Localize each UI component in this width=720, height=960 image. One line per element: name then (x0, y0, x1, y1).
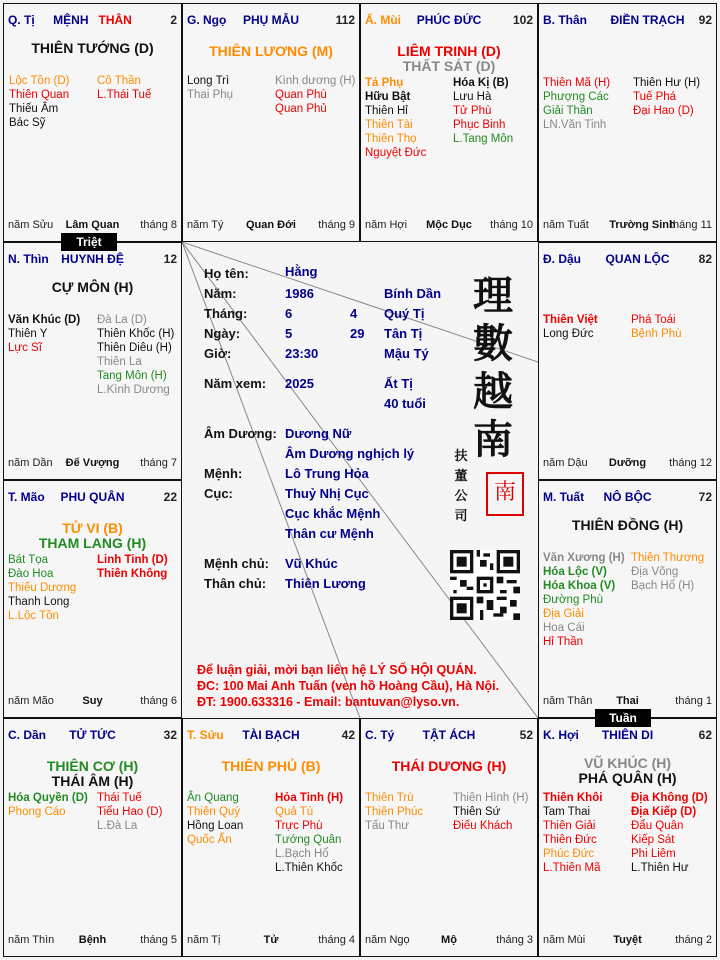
palace-dau (538, 242, 717, 480)
label-menh: Mệnh: (204, 466, 243, 481)
minor-stars-right: Hỏa Tinh (H) Quả Tú Trực Phù Tướng Quân L.Bạch Hổ L.Thiên Khốc (275, 792, 344, 874)
palace-number: 42 (341, 728, 355, 742)
value-cuc-3: Thân cư Mệnh (285, 526, 374, 541)
minor-stars-right: Linh Tinh (D) Thiên Không (97, 554, 168, 580)
main-star: THIÊN CƠ (H) (46, 758, 139, 774)
minor-stars-left: Văn Xương (H) Hóa Lộc (V) Hóa Khoa (V) Đường Phù Địa Giải Hoa Cái Hỉ Thần (543, 552, 625, 648)
minor-stars-left: Bát Tọa Đào Hoa Thiếu Dương Thanh Long L.Lộc Tồn (8, 554, 77, 622)
palace-can: G. Ngọ (187, 13, 227, 27)
value-nam-can: Bính Dần (384, 286, 442, 301)
calligraphy-logo: 理 數 越 南 (473, 272, 513, 463)
minor-stars-right: Cô Thần L.Thái Tuế (97, 75, 152, 101)
value-ngay: 5 (285, 326, 293, 341)
palace-name: MỆNH THÂN (53, 13, 132, 27)
main-star: THÁI DƯƠNG (H) (391, 758, 507, 774)
label-gio: Giờ: (204, 346, 232, 361)
palace-can: T. Mão (8, 490, 45, 504)
palace-number: 72 (698, 490, 712, 504)
palace-number: 22 (163, 490, 177, 504)
label-am-duong: Âm Dương: (204, 426, 277, 441)
value-than-chu: Thiên Lương (285, 576, 366, 591)
label-menh-chu: Mệnh chủ: (204, 556, 269, 571)
value-am-duong-2: Âm Dương nghịch lý (285, 446, 415, 461)
value-nam: 1986 (285, 286, 314, 301)
value-thang-can: Quý Tị (384, 306, 425, 321)
palace-footer: năm Dần Đế Vượng tháng 7 (8, 457, 177, 469)
main-star: THIÊN PHỦ (B) (221, 758, 321, 774)
value-nam-xem-can: Ất Tị (384, 376, 413, 391)
palace-name: TỬ TỨC (69, 728, 116, 742)
main-star-2: THÁI ÂM (H) (51, 773, 134, 789)
red-seal-stamp: 南 (486, 472, 524, 516)
minor-stars-left: Thiên Việt Long Đức (543, 314, 598, 340)
main-star: THIÊN TƯỚNG (D) (31, 40, 154, 56)
main-star-2: PHÁ QUÂN (H) (578, 770, 677, 786)
minor-stars-right: Hóa Kị (B) Lưu Hà Tử Phù Phục Binh L.Tang Môn (453, 77, 514, 145)
palace-ty2 (360, 718, 538, 957)
minor-stars-left: Thiên Mã (H) Phượng Các Giải Thần LN.Văn Tinh (543, 77, 611, 131)
minor-stars-right: Thiên Thương Địa Võng Bạch Hổ (H) (631, 552, 705, 592)
palace-can: Đ. Dậu (543, 252, 582, 266)
palace-name: HUYNH ĐỆ (61, 252, 124, 266)
value-ngay-am: 29 (350, 326, 365, 341)
palace-can: C. Tý (365, 728, 395, 742)
value-cuc: Thuỷ Nhị Cục (285, 486, 369, 501)
palace-than (538, 3, 717, 242)
palace-number: 92 (698, 13, 712, 27)
palace-hoi (538, 718, 717, 957)
main-star-2: THẤT SÁT (D) (402, 58, 496, 74)
value-gio-can: Mậu Tý (384, 346, 429, 361)
main-star: CỰ MÔN (H) (51, 279, 134, 295)
minor-stars-left: Thiên Trù Thiên Phúc Tấu Thư (365, 792, 424, 832)
palace-number: 52 (519, 728, 533, 742)
qr-code-icon[interactable] (450, 550, 520, 620)
palace-suu (182, 718, 360, 957)
palace-can: N. Thìn (8, 252, 49, 266)
value-thang-am: 4 (350, 306, 358, 321)
main-star: THIÊN LƯƠNG (M) (209, 43, 333, 59)
palace-thin (3, 242, 182, 480)
palace-mui (360, 3, 538, 242)
minor-stars-left: Thiên Khôi Tam Thai Thiên Giải Thiên Đức Phúc Đức L.Thiên Mã (543, 792, 603, 874)
palace-footer: năm Sửu Lâm Quan tháng 8 (8, 219, 177, 231)
palace-name: TẬT ÁCH (422, 728, 476, 742)
label-nam: Năm: (204, 286, 237, 301)
triet-marker: Triệt (61, 233, 117, 251)
palace-name: ĐIỀN TRẠCH (610, 13, 685, 27)
palace-footer: năm Tý Quan Đới tháng 9 (187, 219, 355, 231)
center-info-panel (182, 242, 538, 718)
palace-number: 102 (512, 13, 533, 27)
minor-stars-left: Lộc Tồn (D) Thiên Quan Thiếu Âm Bác Sỹ (9, 75, 70, 129)
palace-footer: năm Mùi Tuyệt tháng 2 (543, 934, 712, 946)
value-ngay-can: Tân Tị (384, 326, 423, 341)
minor-stars-left: Hóa Quyền (D) Phong Cáo (8, 792, 88, 818)
than-marker: THÂN (98, 13, 132, 27)
main-star-2: THAM LANG (H) (38, 535, 147, 551)
palace-footer: năm Mão Suy tháng 6 (8, 695, 177, 707)
palace-tuat (538, 480, 717, 718)
value-menh-chu: Vũ Khúc (285, 556, 338, 571)
palace-footer: năm Ngọ Mộ tháng 3 (365, 934, 533, 946)
company-subtitle: 扶 董 公 司 (454, 449, 468, 524)
palace-name: NÔ BỘC (603, 490, 652, 504)
value-menh: Lô Trung Hỏa (285, 466, 369, 481)
palace-name: PHU QUÂN (60, 490, 125, 504)
minor-stars-right: Phá Toái Bệnh Phù (631, 314, 682, 340)
minor-stars-left: Tả Phụ Hữu Bật Thiên Hỉ Thiên Tài Thiên Thọ Nguyệt Đức (365, 77, 427, 159)
palace-number: 2 (170, 13, 177, 27)
main-star: VŨ KHÚC (H) (583, 755, 672, 771)
value-thang: 6 (285, 306, 293, 321)
label-than-chu: Thân chủ: (204, 576, 267, 591)
minor-stars-right: Thiên Hư (H) Tuế Phá Đại Hao (D) (633, 77, 701, 117)
minor-stars-left: Ân Quang Thiên Quý Hồng Loan Quốc Ấn (187, 792, 244, 846)
palace-name: TÀI BẠCH (242, 728, 300, 742)
main-star: THIÊN ĐỒNG (H) (571, 517, 684, 533)
contact-line-1: Để luận giải, mời bạn liên hệ LÝ SỐ HỘI QUÁN. (197, 663, 477, 677)
label-nam-xem: Năm xem: (204, 376, 267, 391)
palace-dan (3, 718, 182, 957)
value-tuoi: 40 tuổi (384, 396, 426, 411)
palace-footer: năm Hợi Mộc Dục tháng 10 (365, 219, 533, 231)
palace-can: T. Sửu (187, 728, 224, 742)
minor-stars-right: Thiên Hình (H) Thiên Sứ Điếu Khách (453, 792, 529, 832)
palace-footer: năm Thìn Bệnh tháng 5 (8, 934, 177, 946)
palace-footer: năm Tuất Trường Sinh tháng 11 (543, 219, 712, 231)
label-ho-ten: Họ tên: (204, 266, 249, 281)
palace-mao (3, 480, 182, 718)
palace-number: 82 (698, 252, 712, 266)
palace-can: K. Hợi (543, 728, 579, 742)
palace-name: THIÊN DI (601, 728, 654, 742)
palace-number: 62 (698, 728, 712, 742)
label-cuc: Cục: (204, 486, 233, 501)
palace-name: PHÚC ĐỨC (416, 13, 482, 27)
palace-footer: năm Tị Tử tháng 4 (187, 934, 355, 946)
label-ngay: Ngày: (204, 326, 241, 341)
minor-stars-left: Văn Khúc (D) Thiên Y Lực Sĩ (8, 314, 81, 354)
palace-name: QUAN LỘC (605, 252, 670, 266)
palace-name: PHỤ MẪU (243, 13, 299, 27)
contact-line-2: ĐC: 100 Mai Anh Tuấn (ven hồ Hoàng Cầu), Hà Nội. (197, 679, 500, 693)
value-cuc-2: Cục khắc Mệnh (285, 506, 381, 521)
palace-footer: năm Thân Thai tháng 1 (543, 695, 712, 707)
minor-stars-right: Địa Không (D) Địa Kiếp (D) Đẩu Quân Kiếp Sát Phi Liêm L.Thiên Hư (631, 792, 708, 874)
palace-ngo (182, 3, 360, 242)
horoscope-chart (3, 3, 717, 957)
palace-number: 12 (163, 252, 177, 266)
tuan-marker: Tuần (595, 709, 651, 727)
palace-number: 112 (335, 13, 355, 27)
value-ho-ten: Hằng (285, 264, 318, 279)
minor-stars-right: Thái Tuế Tiểu Hao (D) L.Đà La (97, 792, 163, 832)
palace-number: 32 (163, 728, 177, 742)
contact-line-3: ĐT: 1900.633316 - Email: bantuvan@lyso.vn. (197, 695, 460, 709)
main-star: LIÊM TRINH (D) (397, 43, 501, 59)
minor-stars-right: Kình dương (H) Quan Phù Quan Phủ (275, 75, 356, 115)
palace-can: Q. Tị (8, 13, 35, 27)
palace-footer: năm Dậu Dưỡng tháng 12 (543, 457, 712, 469)
minor-stars-right: Đà La (D) Thiên Khốc (H) Thiên Diêu (H) Thiên La Tang Môn (H) L.Kình Dương (97, 314, 175, 396)
value-nam-xem: 2025 (285, 376, 314, 391)
minor-stars-left: Long Trì Thai Phụ (187, 75, 234, 101)
palace-ty (3, 3, 182, 242)
value-gio: 23:30 (285, 346, 319, 361)
palace-can: C. Dần (8, 728, 47, 742)
palace-can: B. Thân (543, 13, 587, 27)
main-star: TỬ VI (B) (62, 520, 123, 536)
value-am-duong: Dương Nữ (285, 426, 352, 441)
palace-can: M. Tuất (543, 490, 585, 504)
label-thang: Tháng: (204, 306, 248, 321)
palace-can: Ấ. Mùi (365, 13, 401, 27)
